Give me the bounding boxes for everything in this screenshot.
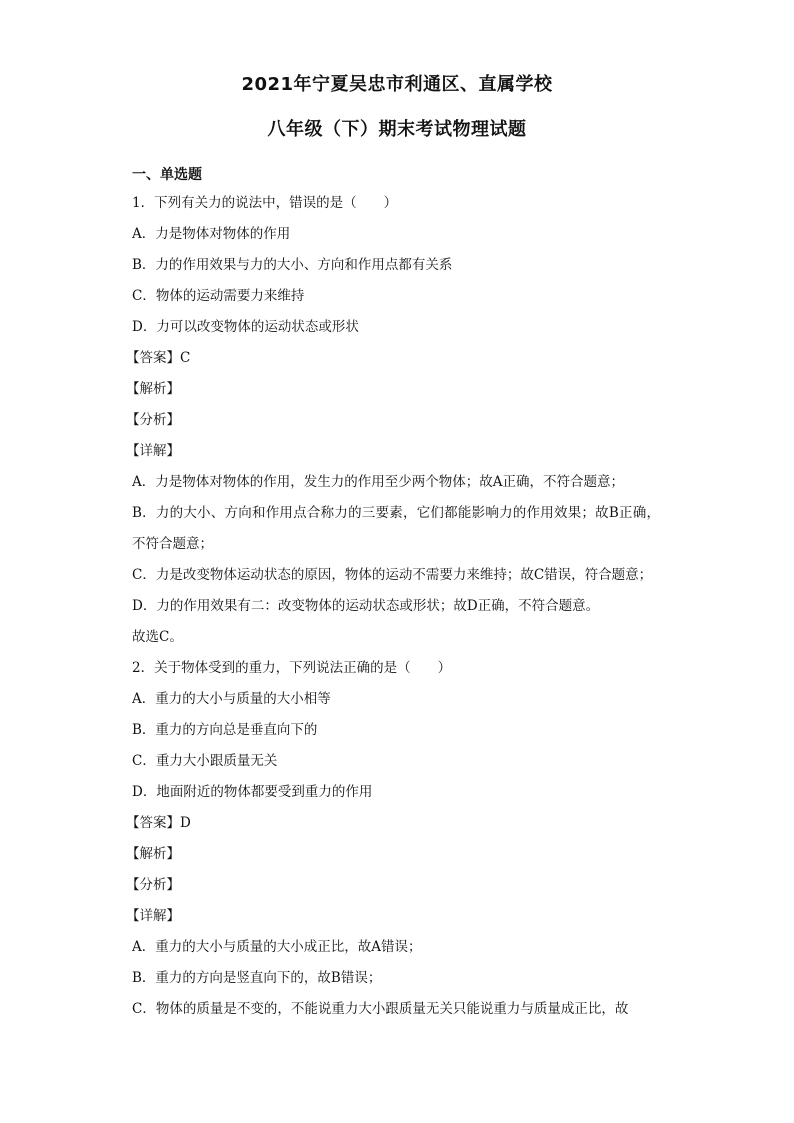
question-1-explanation-c: C．力是改变物体运动状态的原因，物体的运动不需要力来维持；故C错误，符合题意；	[132, 567, 653, 583]
question-2-option-d: D．地面附近的物体都要受到重力的作用	[132, 784, 373, 800]
question-1-detail-label: 【详解】	[126, 443, 180, 459]
question-1-explanation-a: A．力是物体对物体的作用，发生力的作用至少两个物体；故A正确，不符合题意；	[132, 474, 624, 490]
question-2-analysis-label: 【解析】	[126, 846, 180, 862]
question-2-explanation-a: A．重力的大小与质量的大小成正比，故A错误；	[132, 939, 422, 955]
question-1-analysis-label: 【解析】	[126, 381, 180, 397]
question-1-answer: 【答案】C	[126, 350, 191, 366]
question-1-conclusion: 故选C。	[132, 629, 183, 645]
question-1-stem: 1．下列有关力的说法中，错误的是（ ）	[132, 195, 398, 211]
question-2-option-c: C．重力大小跟质量无关	[132, 753, 278, 769]
question-2-detail-label: 【详解】	[126, 908, 180, 924]
section-heading: 一、单选题	[132, 167, 202, 183]
question-2-explanation-b: B．重力的方向是竖直向下的，故B错误；	[132, 970, 382, 986]
question-1-option-d: D．力可以改变物体的运动状态或形状	[132, 319, 359, 335]
document-body	[126, 162, 660, 1025]
question-2-explanation-c: C．物体的质量是不变的，不能说重力大小跟质量无关只能说重力与质量成正比，故	[132, 1001, 629, 1017]
question-1-explanation-b: B．力的大小、方向和作用点合称力的三要素，它们都能影响力的作用效果；故B正确，不符合题意；	[132, 505, 660, 552]
question-1-explanation-d: D．力的作用效果有二：改变物体的运动状态或形状；故D正确，不符合题意。	[132, 598, 600, 614]
question-2-option-b: B．重力的方向总是垂直向下的	[132, 722, 318, 738]
question-2-option-a: A．重力的大小与质量的大小相等	[132, 691, 331, 707]
question-1-option-c: C．物体的运动需要力来维持	[132, 288, 305, 304]
question-2-answer: 【答案】D	[126, 815, 191, 831]
question-2-stem: 2．关于物体受到的重力，下列说法正确的是（ ）	[132, 660, 452, 676]
document-title-line-2: 八年级（下）期末考试物理试题	[267, 119, 527, 140]
question-1-option-b: B．力的作用效果与力的大小、方向和作用点都有关系	[132, 257, 453, 273]
question-1-option-a: A．力是物体对物体的作用	[132, 226, 291, 242]
question-1-fenxi-label: 【分析】	[126, 412, 180, 428]
question-2-fenxi-label: 【分析】	[126, 877, 180, 893]
document-title-line-1: 2021年宁夏吴忠市利通区、直属学校	[241, 74, 553, 95]
